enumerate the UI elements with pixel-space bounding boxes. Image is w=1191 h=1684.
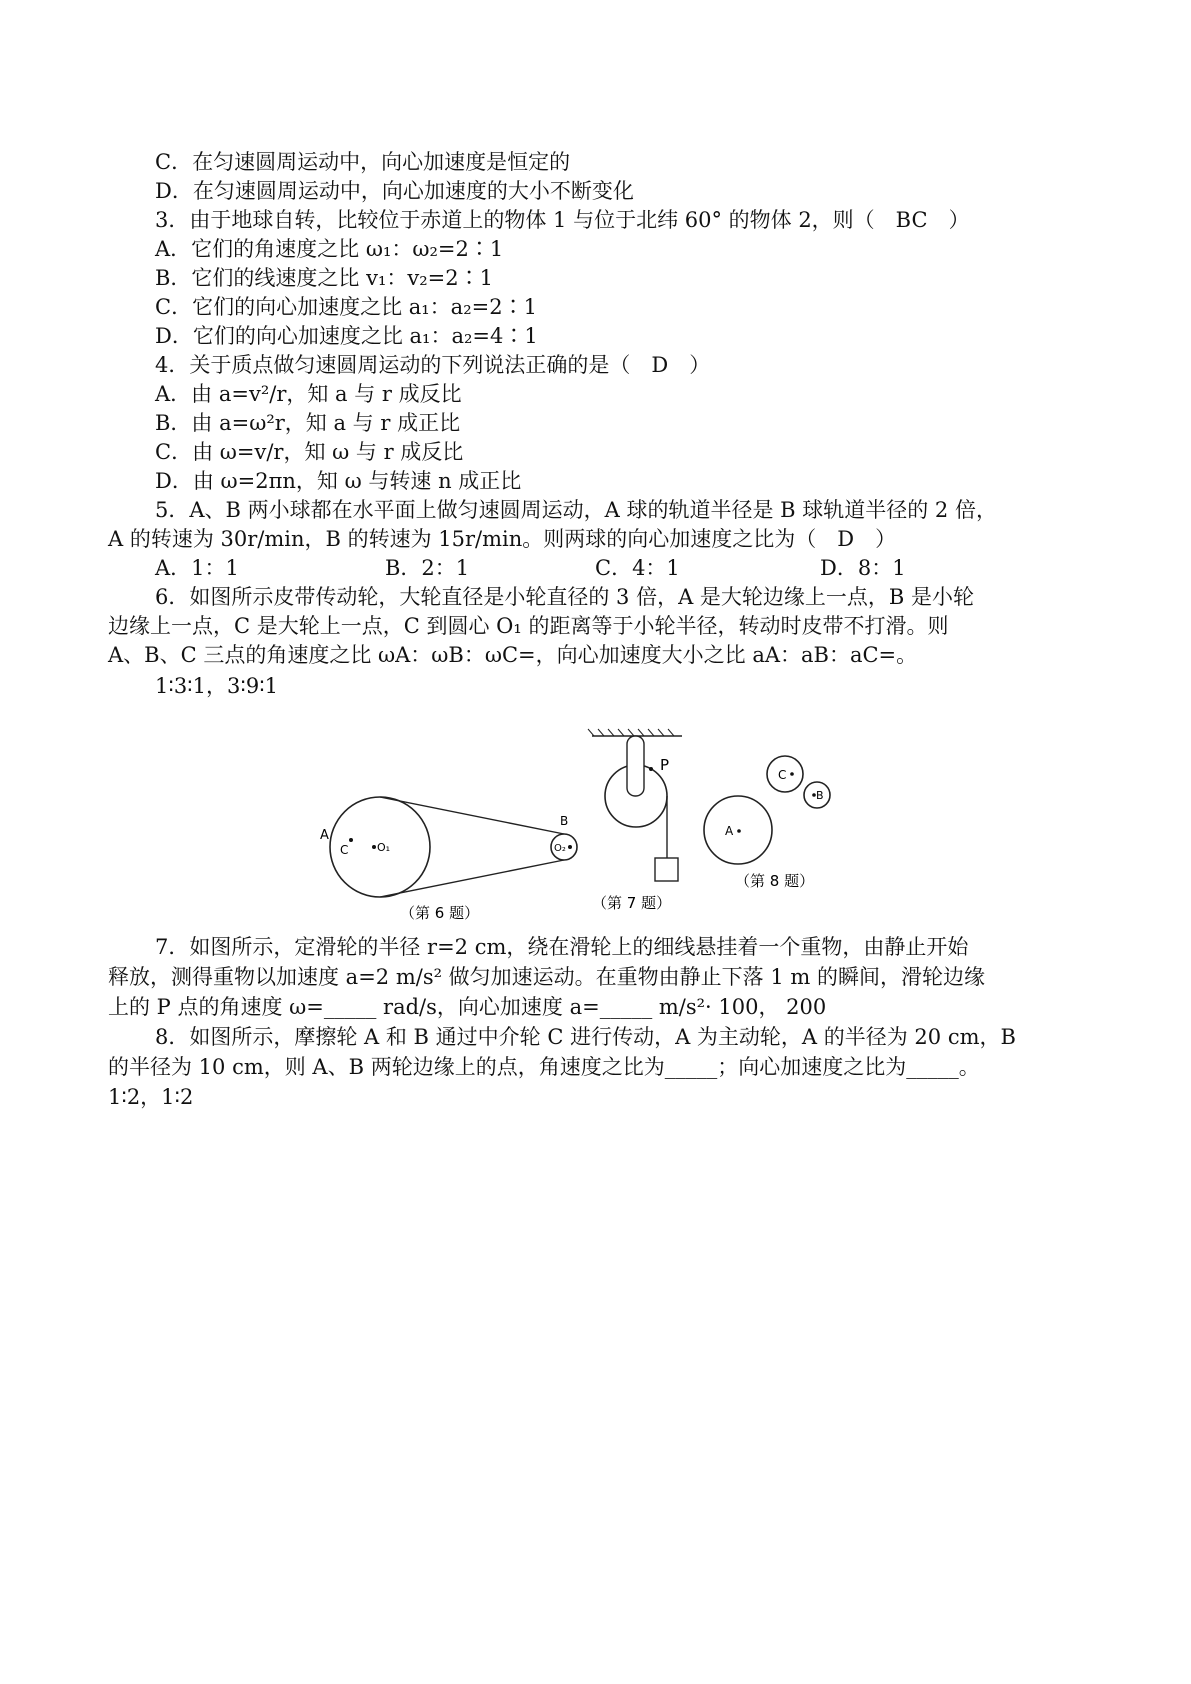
ceiling-hatch — [588, 729, 674, 736]
question-8-line2: 的半径为 10 cm，则 A、B 两轮边缘上的点，角速度之比为_____；向心加速度之比为_____。 — [108, 1055, 980, 1079]
belt-top — [380, 797, 564, 834]
label-a: A — [320, 828, 329, 843]
figure-8-friction-wheels — [704, 756, 830, 890]
point-c-dot — [349, 838, 353, 842]
figure-6-belt-drive — [320, 797, 577, 922]
question-3: 3．由于地球自转，比较位于赤道上的物体 1 与位于北纬 60° 的物体 2，则（ BC ） — [155, 208, 970, 232]
center-c-dot — [790, 772, 794, 776]
option-5d: D．8：1 — [820, 556, 906, 580]
label-wheel-a: A — [725, 824, 734, 838]
question-6-line3: A、B、C 三点的角速度之比 ωA：ωB：ωC=，向心加速度大小之比 aA：aB：aC=。 — [108, 643, 918, 667]
label-wheel-b: B — [816, 789, 824, 802]
option-5c: C．4：1 — [595, 556, 680, 580]
question-5-line1: 5．A、B 两小球都在水平面上做匀速圆周运动，A 球的轨道半径是 B 球轨道半径的 2 倍， — [155, 498, 997, 522]
label-b: B — [560, 814, 569, 828]
answer-8: 1∶2，1∶2 — [108, 1085, 194, 1109]
center-a-dot — [737, 829, 741, 833]
point-b-dot — [568, 845, 572, 849]
question-4: 4．关于质点做匀速圆周运动的下列说法正确的是（ D ） — [155, 353, 711, 377]
figure-7-pulley — [588, 729, 682, 912]
option-3a: A．它们的角速度之比 ω₁：ω₂=2∶1 — [155, 237, 504, 261]
answer-6: 1∶3∶1，3∶9∶1 — [155, 674, 279, 698]
point-p-dot — [649, 767, 653, 771]
option-4b: B．由 a=ω²r，知 a 与 r 成正比 — [155, 411, 461, 435]
center-o1-dot — [372, 845, 376, 849]
caption-7: （第 7 题） — [592, 894, 672, 912]
belt-bottom — [380, 860, 564, 897]
question-7-line3: 上的 P 点的角速度 ω=_____ rad/s，向心加速度 a=_____ m/s²· 100， 200 — [108, 995, 827, 1019]
label-p: P — [660, 756, 670, 774]
label-o2: O₂ — [554, 843, 566, 854]
option-4a: A．由 a=v²/r，知 a 与 r 成反比 — [155, 382, 462, 406]
option-4c: C．由 ω=v/r，知 ω 与 r 成反比 — [155, 440, 464, 464]
option-5a: A．1：1 — [155, 556, 239, 580]
label-wheel-c: C — [778, 768, 787, 782]
caption-6: （第 6 题） — [400, 904, 480, 922]
question-8-line1: 8．如图所示，摩擦轮 A 和 B 通过中介轮 C 进行传动，A 为主动轮，A 的半径为 20 cm，B — [155, 1025, 1016, 1049]
option-3b: B．它们的线速度之比 v₁：v₂=2∶1 — [155, 266, 493, 290]
hanging-weight — [655, 858, 678, 881]
option-3c: C．它们的向心加速度之比 a₁：a₂=2∶1 — [155, 295, 537, 319]
label-o1: O₁ — [377, 841, 391, 854]
question-6-line1: 6．如图所示皮带传动轮，大轮直径是小轮直径的 3 倍，A 是大轮边缘上一点，B 是小轮 — [155, 585, 975, 609]
option-1c: C．在匀速圆周运动中，向心加速度是恒定的 — [155, 150, 571, 174]
option-1d: D．在匀速圆周运动中，向心加速度的大小不断变化 — [155, 179, 634, 203]
caption-8: （第 8 题） — [735, 872, 815, 890]
question-7-line2: 释放，测得重物以加速度 a=2 m/s² 做匀加速运动。在重物由静止下落 1 m 的瞬间，滑轮边缘 — [108, 965, 985, 989]
option-3d: D．它们的向心加速度之比 a₁：a₂=4∶1 — [155, 324, 538, 348]
question-6-line2: 边缘上一点，C 是大轮上一点，C 到圆心 O₁ 的距离等于小轮半径，转动时皮带不打滑。则 — [108, 614, 949, 638]
question-7-line1: 7．如图所示，定滑轮的半径 r=2 cm，绕在滑轮上的细线悬挂着一个重物，由静止开始 — [155, 935, 969, 959]
option-4d: D．由 ω=2πn，知 ω 与转速 n 成正比 — [155, 469, 522, 493]
question-5-line2: A 的转速为 30r/min，B 的转速为 15r/min。则两球的向心加速度之比为（ D ） — [108, 527, 897, 551]
pulley-bracket — [627, 736, 644, 796]
label-c: C — [340, 843, 349, 857]
option-5b: B．2：1 — [385, 556, 470, 580]
